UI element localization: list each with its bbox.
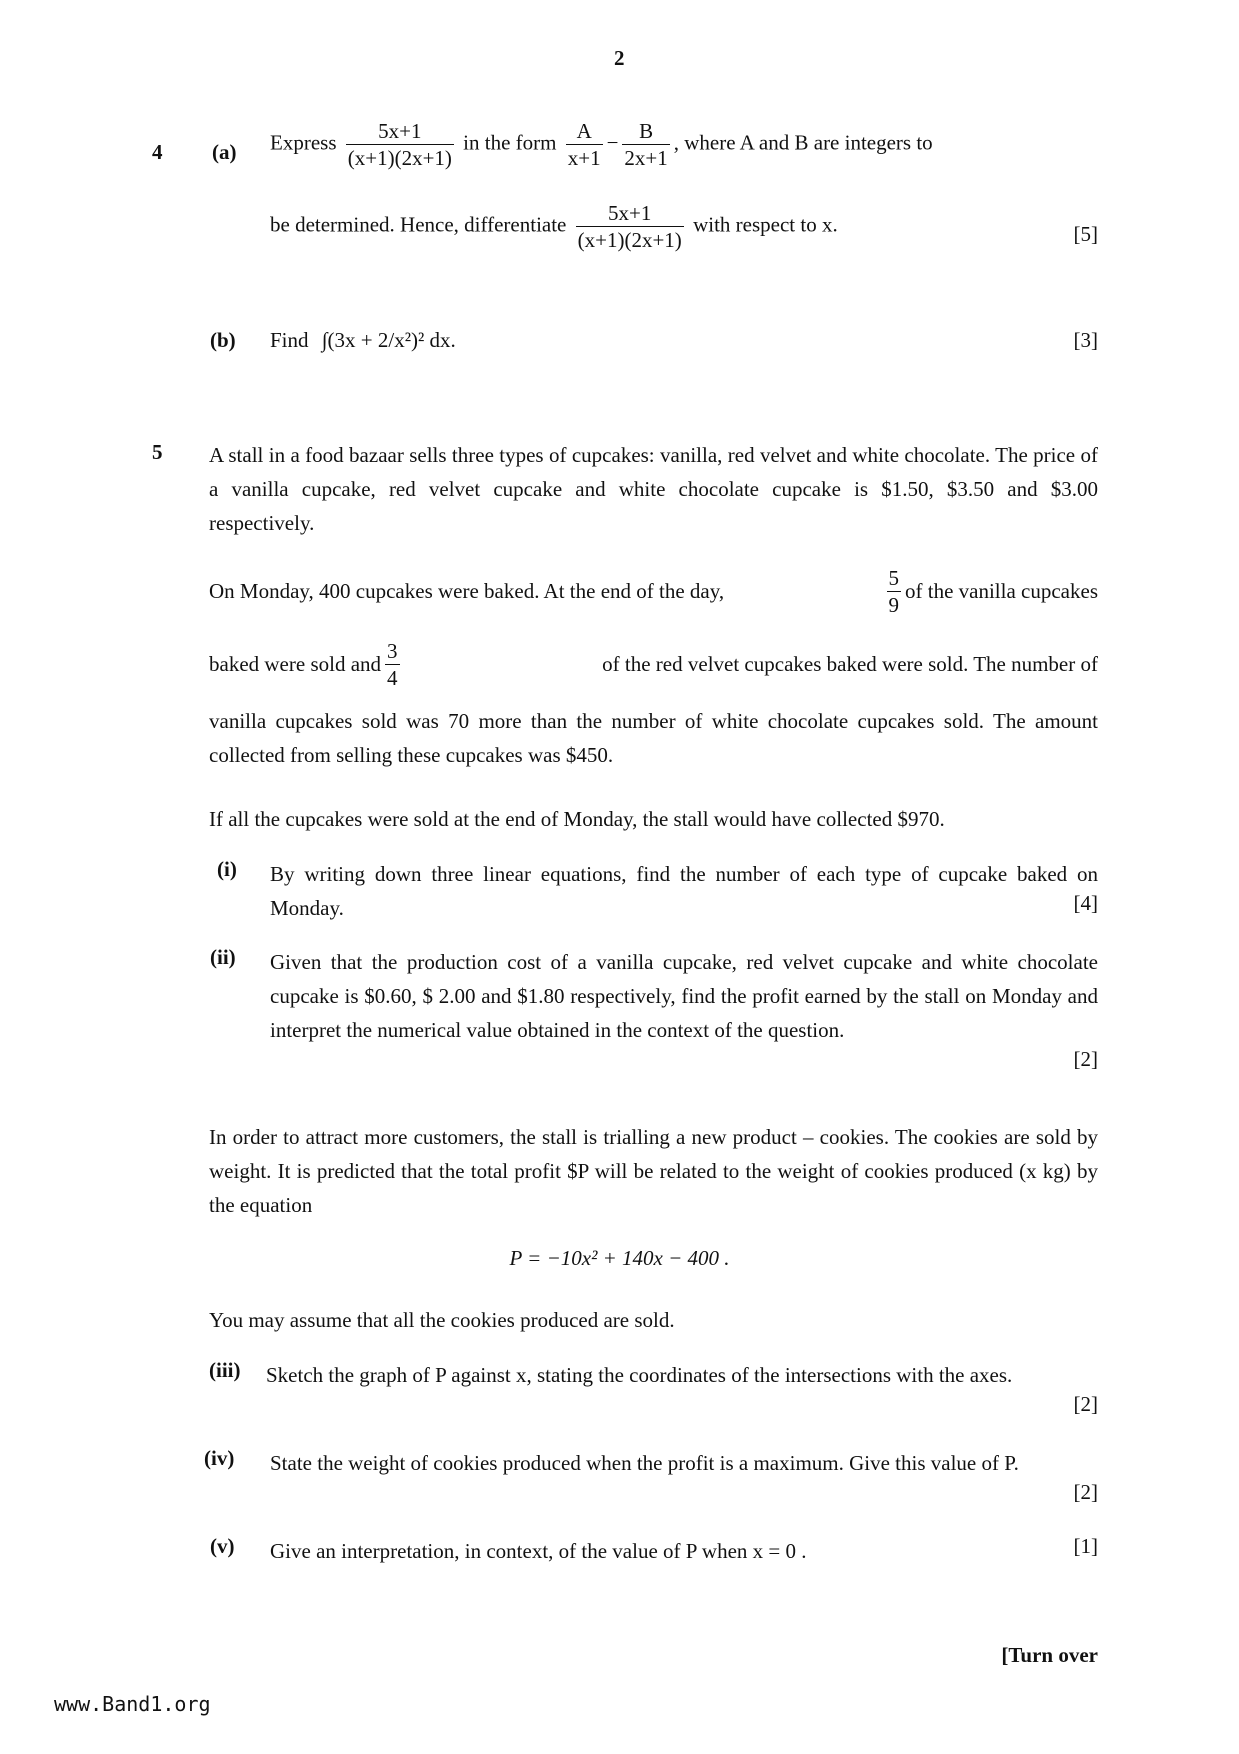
question-number-5: 5 (152, 440, 163, 464)
denominator: 9 (888, 593, 899, 617)
assumption: You may assume that all the cookies produced are sold. (209, 1308, 675, 1332)
text: Find (270, 328, 309, 352)
part-i-text: By writing down three linear equations, find the number of each type of cupcake baked on Monday. (270, 862, 1098, 920)
denominator: 2x+1 (624, 146, 668, 170)
marks: [3] (1073, 328, 1098, 352)
text: , where A and B are integers to (673, 130, 933, 155)
q4a-line2 (270, 200, 838, 253)
turn-over: [Turn over (1001, 1643, 1098, 1667)
marks: [2] (1073, 1392, 1098, 1416)
denominator: (x+1)(2x+1) (577, 228, 682, 252)
numerator: 5x+1 (576, 200, 684, 227)
q4a-line1 (270, 118, 1098, 171)
marks: [4] (1073, 891, 1098, 915)
text: in the form (463, 130, 557, 155)
denominator: x+1 (567, 146, 601, 170)
numerator: 5 (888, 566, 899, 590)
numerator: 5x+1 (346, 118, 454, 145)
numerator: A (566, 118, 603, 145)
q4b-text (270, 328, 456, 353)
text: Express (270, 130, 337, 155)
part-iv-label: (iv) (204, 1446, 235, 1470)
fraction (346, 118, 454, 171)
text: be determined. Hence, differentiate (270, 212, 567, 237)
text: of the vanilla cupcakes (905, 579, 1098, 603)
page-number: 2 (614, 46, 625, 70)
part-iv-text: State the weight of cookies produced when the profit is a maximum. Give this value of P. (270, 1451, 1019, 1475)
cookies-paragraph: In order to attract more customers, the stall is trialling a new product – cookies. The cookies are sold by weight. It is predicted that the total profit $P will be related to the weight of cookies produced (x kg) by the equation (209, 1125, 1098, 1217)
text: of the red velvet cupcakes baked were sold. The number of (602, 652, 1098, 676)
fraction (622, 118, 669, 171)
fraction (887, 565, 902, 618)
text: baked were sold and (209, 652, 382, 676)
question-number-4: 4 (152, 140, 163, 164)
fraction (566, 118, 603, 171)
denominator: (x+1)(2x+1) (347, 146, 452, 170)
denominator: 4 (387, 666, 398, 690)
fraction (576, 200, 684, 253)
monday-line1 (209, 565, 1098, 618)
text: On Monday, 400 cupcakes were baked. At the end of the day, (209, 579, 725, 603)
profit-equation: P = −10x² + 140x − 400 . (509, 1246, 730, 1270)
q5-intro: A stall in a food bazaar sells three types of cupcakes: vanilla, red velvet and white chocolate. The price of a vanilla cupcake, red velvet cupcake and white chocolate cupcake is $1.50, $3.50 and $3.00 respectively. (209, 443, 1098, 535)
marks: [2] (1073, 1047, 1098, 1071)
part-ii-text: Given that the production cost of a vanilla cupcake, red velvet cupcake and white chocolate cupcake is $0.60, $ 2.00 and $1.80 respectively, find the profit earned by the stall on Monday and interpret the numerical value obtained in the context of the question. (270, 950, 1098, 1042)
part-v-label: (v) (210, 1534, 235, 1558)
watermark-url: www.Band1.org (54, 1692, 211, 1716)
part-i-label: (i) (217, 857, 237, 881)
part-v-text: Give an interpretation, in context, of the value of P when x = 0 . (270, 1539, 807, 1563)
integral-expression: ∫(3x + 2/x²)² dx. (321, 328, 456, 352)
marks: [2] (1073, 1480, 1098, 1504)
text: with respect to x. (693, 212, 838, 237)
fraction (385, 638, 400, 691)
numerator: 3 (387, 639, 398, 663)
part-ii-label: (ii) (210, 945, 236, 969)
monday-rest: vanilla cupcakes sold was 70 more than the number of white chocolate cupcakes sold. The amount collected from selling these cupcakes was $450. (209, 709, 1098, 767)
numerator: B (622, 118, 669, 145)
part-a-label: (a) (212, 140, 237, 164)
monday-line2 (209, 638, 1098, 691)
minus: − (606, 130, 619, 155)
part-iii-label: (iii) (209, 1358, 241, 1382)
part-b-label: (b) (210, 328, 236, 352)
marks: [1] (1073, 1534, 1098, 1558)
all-sold: If all the cupcakes were sold at the end of Monday, the stall would have collected $970. (209, 807, 945, 831)
part-iii-text: Sketch the graph of P against x, stating the coordinates of the intersections with the axes. (266, 1363, 1013, 1387)
marks: [5] (1073, 222, 1098, 246)
